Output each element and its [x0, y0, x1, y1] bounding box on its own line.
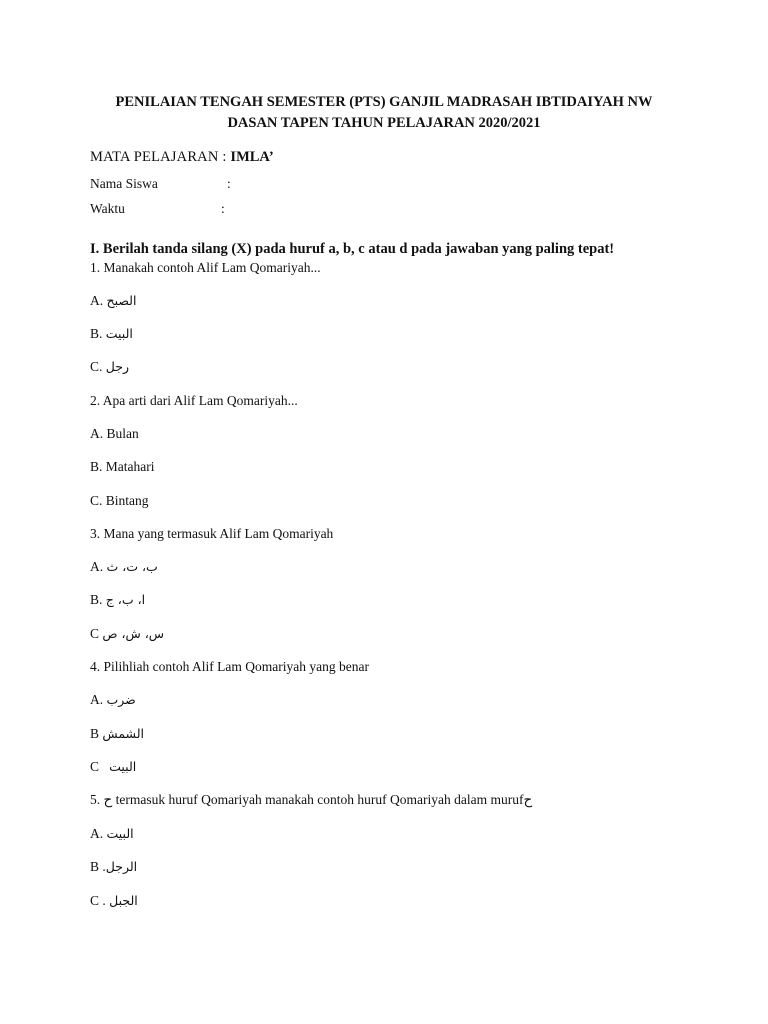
student-name-label: Nama Siswa [90, 176, 158, 191]
question-3: 3. Mana yang termasuk Alif Lam Qomariyah [90, 526, 334, 541]
question-1-option-a [90, 292, 136, 310]
subject-line [90, 148, 274, 166]
option-prefix: A. [90, 692, 107, 707]
option-prefix: A. [90, 559, 107, 574]
question-3-option-c [90, 625, 164, 643]
section-instruction: I. Berilah tanda silang (X) pada huruf a, b, c atau d pada jawaban yang paling tepat! [90, 241, 615, 257]
option-text: البيت [105, 326, 133, 341]
question-4: 4. Pilihliah contoh Alif Lam Qomariyah yang benar [90, 659, 369, 674]
question-5-option-a [90, 825, 134, 843]
question-5-option-c [90, 892, 138, 910]
option-text: س، ش، ص [102, 626, 165, 641]
option-text: Bulan [106, 426, 139, 441]
option-prefix: C . [90, 893, 110, 908]
option-text: الجبل [109, 893, 138, 908]
subject-label: MATA PELAJARAN : [90, 149, 231, 165]
option-prefix: A. [90, 293, 107, 308]
option-text: الصبح [106, 293, 137, 308]
option-text: ب، ت، ث [106, 559, 158, 574]
option-prefix: C. [90, 359, 106, 374]
option-text: رجل [105, 359, 129, 374]
question-2-option-b [90, 458, 155, 476]
question-2: 2. Apa arti dari Alif Lam Qomariyah... [90, 393, 298, 408]
option-prefix: B [90, 726, 103, 741]
option-text: الرجل [105, 859, 138, 874]
student-name-field [90, 175, 390, 193]
question-5: 5. ح termasuk huruf Qomariyah manakah contoh huruf Qomariyah dalam murufح [90, 792, 533, 807]
option-prefix: B. [90, 326, 106, 341]
option-prefix: A. [90, 826, 107, 841]
question-4-option-c [90, 758, 136, 776]
question-3-option-a [90, 558, 158, 576]
option-prefix: B . [90, 859, 106, 874]
question-4-option-a [90, 691, 136, 709]
student-name-colon: : [227, 176, 231, 191]
option-prefix: C. [90, 493, 106, 508]
time-field [90, 200, 390, 218]
option-text: Bintang [105, 493, 149, 508]
time-label: Waktu [90, 201, 125, 216]
option-prefix: B. [90, 592, 106, 607]
question-1-option-c [90, 358, 129, 376]
option-text: الشمش [102, 726, 144, 741]
question-1: 1. Manakah contoh Alif Lam Qomariyah... [90, 260, 321, 275]
option-prefix: B. [90, 459, 106, 474]
time-colon: : [221, 201, 225, 216]
question-2-option-c [90, 492, 149, 510]
question-5-option-b [90, 858, 137, 876]
question-2-option-a [90, 425, 139, 443]
title-line-2: DASAN TAPEN TAHUN PELAJARAN 2020/2021 [227, 115, 541, 131]
option-text: البيت [106, 826, 134, 841]
question-3-option-b [90, 591, 145, 609]
option-text: البيت [109, 759, 137, 774]
option-prefix: C [90, 759, 110, 774]
exam-title [60, 92, 708, 134]
title-line-1: PENILAIAN TENGAH SEMESTER (PTS) GANJIL MADRASAH IBTIDAIYAH NW [115, 94, 653, 110]
question-1-option-b [90, 325, 133, 343]
question-4-option-b [90, 725, 144, 743]
option-prefix: C [90, 626, 103, 641]
option-text: ا، ب، ج [105, 592, 146, 607]
option-text: Matahari [105, 459, 155, 474]
option-text: ضرب [106, 692, 136, 707]
subject-value: IMLA’ [230, 149, 274, 165]
option-prefix: A. [90, 426, 107, 441]
